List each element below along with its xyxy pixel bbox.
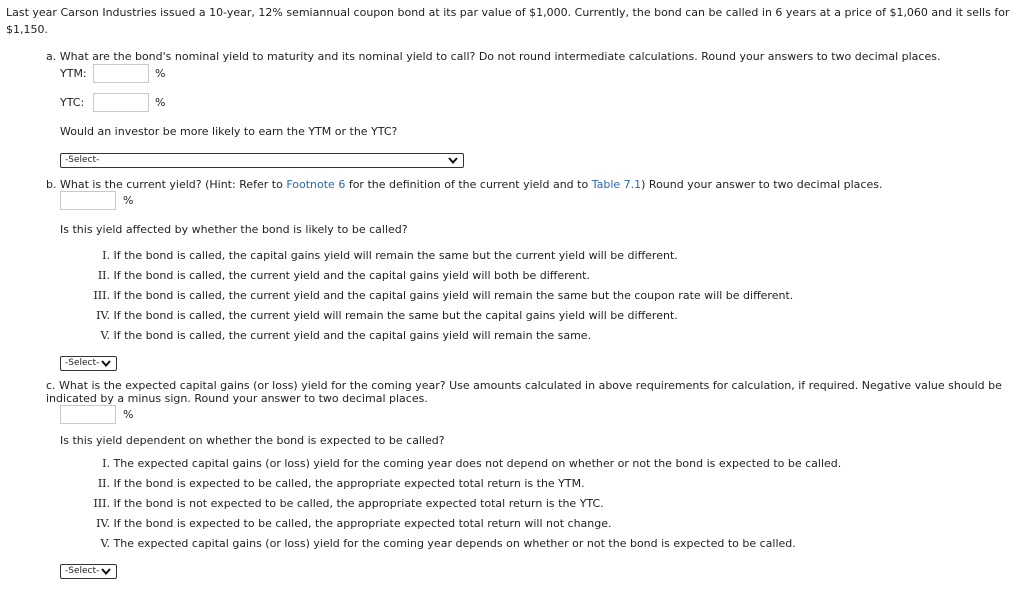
table-7-1-link[interactable]: Table 7.1 [591, 178, 642, 191]
option-numeral: I. [102, 249, 110, 262]
capital-gains-yield-percent-sign: % [123, 408, 134, 421]
option-text: The expected capital gains (or loss) yield for the coming year does not depend on whether or not the bond is expected to be called. [113, 457, 842, 470]
part-c-followup: Is this yield dependent on whether the bond is expected to be called? [60, 434, 445, 447]
chevron-down-icon [100, 565, 112, 578]
part-c-option-2 [90, 477, 585, 490]
part-c-select-value: -Select- [65, 566, 100, 576]
part-b-option-3 [90, 289, 793, 302]
current-yield-percent-sign: % [123, 194, 134, 207]
part-c-option-1 [90, 457, 841, 470]
part-b-option-4 [90, 309, 678, 322]
ytm-label: YTM: [60, 67, 87, 80]
option-numeral: V. [100, 537, 110, 550]
part-c-option-4 [90, 517, 612, 530]
option-text: If the bond is not expected to be called, the appropriate expected total return is the YTC. [113, 497, 604, 510]
chevron-down-icon [100, 357, 112, 370]
part-b-question-end: ) Round your answer to two decimal places. [641, 178, 883, 191]
ytc-percent-sign: % [155, 96, 166, 109]
option-text: If the bond is called, the capital gains yield will remain the same but the current yield will be different. [113, 249, 678, 262]
option-text: If the bond is expected to be called, the appropriate expected total return is the YTM. [113, 477, 585, 490]
part-b-question-mid: for the definition of the current yield and to [345, 178, 592, 191]
footnote-6-link[interactable]: Footnote 6 [286, 178, 346, 191]
ytm-percent-sign: % [155, 67, 166, 80]
part-c-option-5 [90, 537, 796, 550]
ytm-input[interactable] [93, 64, 149, 83]
part-b-question [46, 178, 882, 191]
current-yield-input[interactable] [60, 191, 116, 210]
part-a-select-value: -Select- [65, 155, 100, 165]
option-text: The expected capital gains (or loss) yield for the coming year depends on whether or not the bond is expected to be called. [113, 537, 796, 550]
option-text: If the bond is called, the current yield will remain the same but the capital gains yield will be different. [113, 309, 678, 322]
part-b-option-5 [90, 329, 591, 342]
option-numeral: III. [93, 289, 110, 302]
option-numeral: IV. [96, 517, 110, 530]
option-numeral: V. [100, 329, 110, 342]
part-b-option-1 [90, 249, 678, 262]
problem-intro: Last year Carson Industries issued a 10-year, 12% semiannual coupon bond at its par value of $1,000. Currently, the bond can be called in 6 years at a price of $1,060 and it sells for $1,150. [6, 6, 1010, 36]
ytc-input[interactable] [93, 93, 149, 112]
part-a-select[interactable] [60, 153, 464, 168]
option-numeral: I. [102, 457, 110, 470]
option-text: If the bond is called, the current yield and the capital gains yield will remain the same. [113, 329, 592, 342]
part-c-question: c. What is the expected capital gains (or loss) yield for the coming year? Use amounts calculated in above requirements for calculation, if required. Negative value should be indicated by a minus sign. Round your answer to two decimal places. [46, 379, 1002, 405]
option-numeral: IV. [96, 309, 110, 322]
chevron-down-icon [447, 154, 459, 167]
part-b-question-start: b. What is the current yield? (Hint: Refer to [46, 178, 287, 191]
part-a-followup: Would an investor be more likely to earn the YTM or the YTC? [60, 125, 398, 138]
part-b-followup: Is this yield affected by whether the bond is likely to be called? [60, 223, 408, 236]
option-text: If the bond is called, the current yield and the capital gains yield will remain the same but the coupon rate will be different. [113, 289, 794, 302]
ytc-label: YTC: [60, 96, 85, 109]
option-numeral: II. [97, 477, 110, 490]
part-b-select-value: -Select- [65, 358, 100, 368]
part-c-option-3 [90, 497, 604, 510]
part-b-select[interactable] [60, 356, 117, 371]
option-numeral: III. [93, 497, 110, 510]
option-text: If the bond is expected to be called, the appropriate expected total return will not change. [113, 517, 612, 530]
option-text: If the bond is called, the current yield and the capital gains yield will both be different. [113, 269, 590, 282]
part-a-question: a. What are the bond's nominal yield to maturity and its nominal yield to call? Do not round intermediate calculations. Round your answers to two decimal places. [46, 50, 941, 63]
part-b-option-2 [90, 269, 590, 282]
part-c-select[interactable] [60, 564, 117, 579]
capital-gains-yield-input[interactable] [60, 405, 116, 424]
option-numeral: II. [97, 269, 110, 282]
